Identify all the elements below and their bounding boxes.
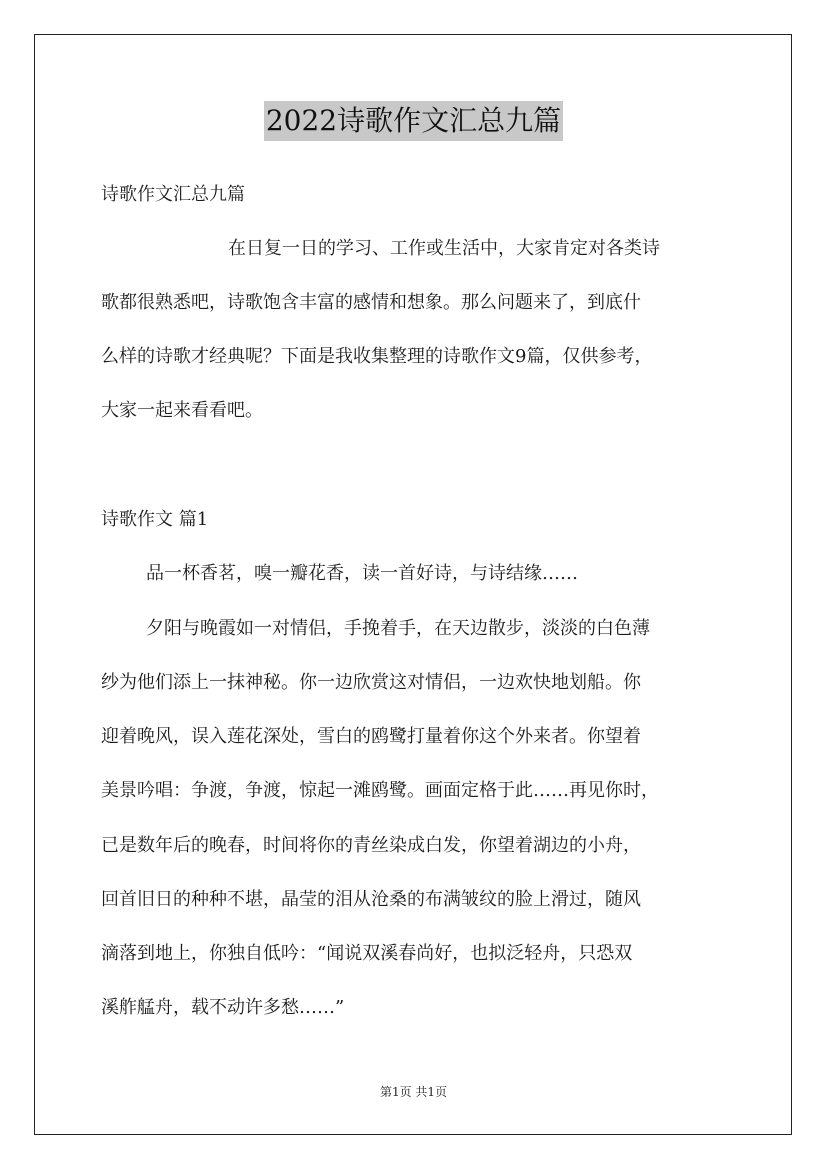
paragraph-2-line-4: 美景吟唱：争渡，争渡，惊起一滩鸥鹭。画面定格于此……再见你时，: [101, 780, 659, 801]
paragraph-2-line-8: 溪舴艋舟，载不动许多愁……”: [101, 997, 345, 1018]
document-subtitle: 诗歌作文汇总九篇: [101, 184, 245, 205]
paragraph-2-line-7: 滴落到地上，你独自低吟：“闻说双溪春尚好，也拟泛轻舟，只恐双: [101, 943, 633, 964]
title-container: [0, 101, 827, 141]
intro-line-3: 么样的诗歌才经典呢？下面是我收集整理的诗歌作文9篇，仅供参考，: [101, 346, 653, 367]
paragraph-2-line-5: 已是数年后的晚春，时间将你的青丝染成白发，你望着湖边的小舟，: [101, 835, 641, 856]
intro-line-1: [228, 237, 737, 261]
paragraph-2-line-1: 夕阳与晚霞如一对情侣，手挽着手，在天边散步，淡淡的白色薄: [146, 618, 650, 639]
document-title: 2022诗歌作文汇总九篇: [264, 101, 563, 141]
section-heading: 诗歌作文 篇1: [101, 509, 209, 530]
intro-line-2: 歌都很熟悉吧，诗歌饱含丰富的感情和想象。那么问题来了，到底什: [101, 292, 641, 313]
paragraph-2-line-3: 迎着晚风，误入莲花深处，雪白的鸥鹭打量着你这个外来者。你望着: [101, 726, 641, 747]
intro-line-4: 大家一起来看看吧。: [101, 400, 263, 421]
intro-text-1: 在日复一日的学习、工作或生活中，大家肯定对各类诗: [228, 238, 660, 259]
paragraph-2-line-6: 回首旧日的种种不堪，晶莹的泪从沧桑的布满皱纹的脸上滑过，随风: [101, 889, 641, 910]
page-footer: 第1页 共1页: [379, 1085, 448, 1099]
paragraph-1: 品一杯香茗，嗅一瓣花香，读一首好诗，与诗结缘……: [146, 563, 578, 584]
paragraph-2-line-2: 纱为他们添上一抹神秘。你一边欣赏这对情侣，一边欢快地划船。你: [101, 672, 641, 693]
